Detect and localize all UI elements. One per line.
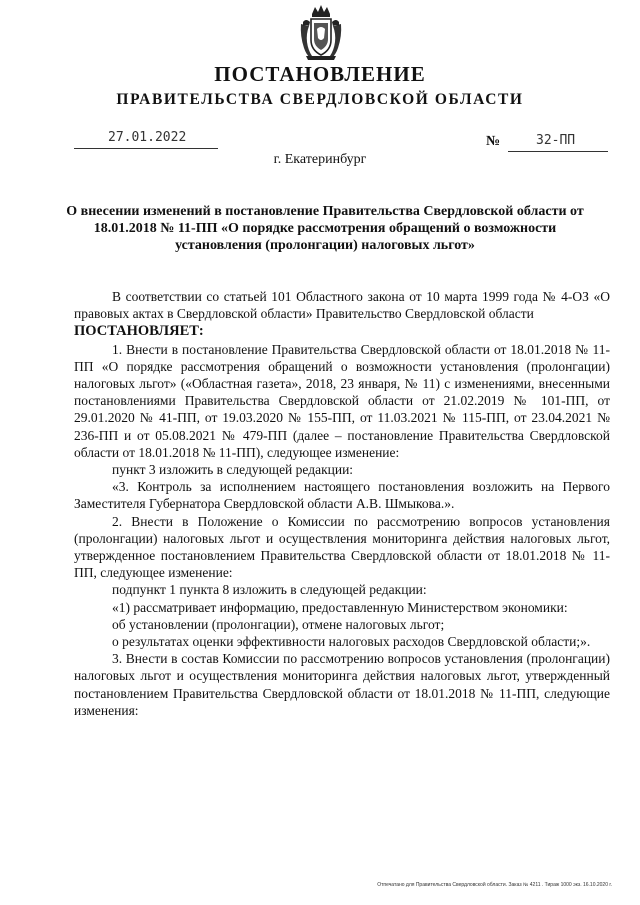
paragraph-3: 3. Внести в состав Комиссии по рассмотрению вопросов установления (пролонгации) налоговых льгот и осуществления мониторинга действия налоговых льгот, утвержденный постановлением Правительства Свердловской области от 18.01.2018 № 11-ПП, следующие изменения: xyxy=(74,651,610,718)
city: г. Екатеринбург xyxy=(273,152,367,167)
resolves-heading: ПОСТАНОВЛЯЕТ: xyxy=(74,323,204,340)
paragraph-1: 1. Внести в постановление Правительства Свердловской области от 18.01.2018 № 11-ПП «О порядке рассмотрения обращений о возможности установления (пролонгации) налоговых льгот» («Областная газета», 2018, 23 января, № 11) с изменениями, внесенными постановлениями Правительства Свердловской области от 21.02.2019 № 101-ПП, от 29.01.2020 № 41-ПП, от 19.03.2020 № 155-ПП, от 11.03.2021 № 115-ПП, от 23.04.2021 № 236-ПП и от 05.08.2021 № 479-ПП (далее – постановление Правительства Свердловской области от 18.01.2018 № 11-ПП), следующее изменение: xyxy=(74,341,610,460)
paragraph-1-new-text: «3. Контроль за исполнением настоящего постановления возложить на Первого Заместителя Губернатора Свердловской области А.В. Шмыкова.». xyxy=(74,479,610,512)
paragraph-1-instruction: пункт 3 изложить в следующей редакции: xyxy=(112,462,354,478)
print-footer: Отпечатано для Правительства Свердловской области. Заказ № 4211 . Тираж 1000 экз. 16.10.2020 г. xyxy=(377,882,612,888)
preamble: В соответствии со статьей 101 Областного закона от 10 марта 1999 года № 4-ОЗ «О правовых актах в Свердловской области» Правительство Свердловской области xyxy=(74,289,610,322)
paragraph-2-new-text: «1) рассматривает информацию, предоставленную Министерством экономики: xyxy=(112,599,568,615)
document-issuer: ПРАВИТЕЛЬСТВА СВЕРДЛОВСКОЙ ОБЛАСТИ xyxy=(116,91,524,108)
document-date: 27.01.2022 xyxy=(108,130,187,145)
document-number-field xyxy=(486,134,610,154)
coat-of-arms-icon xyxy=(298,4,344,62)
paragraph-2: 2. Внести в Положение о Комиссии по рассмотрению вопросов установления (пролонгации) налоговых льгот и осуществления мониторинга действия налоговых льгот, утвержденное постановлением Правительства Свердловской области от 18.01.2018 № 11-ПП, следующее изменение: xyxy=(74,513,610,581)
date-underline xyxy=(74,148,218,149)
document-number: 32-ПП xyxy=(536,133,576,148)
document-type: ПОСТАНОВЛЕНИЕ xyxy=(214,62,426,86)
document-subject: О внесении изменений в постановление Правительства Свердловской области от 18.01.2018 № 11-ПП «О порядке рассмотрения обращений о возможности установления (пролонгации) налоговых льгот» xyxy=(66,204,584,253)
paragraph-2-item-2: о результатах оценки эффективности налоговых расходов Свердловской области;». xyxy=(112,634,591,650)
document-date-field xyxy=(74,130,218,150)
number-sign: № xyxy=(486,134,501,149)
document-body xyxy=(74,288,610,719)
paragraph-2-item-1: об установлении (пролонгации), отмене налоговых льгот; xyxy=(112,616,445,632)
paragraph-2-instruction: подпункт 1 пункта 8 изложить в следующей редакции: xyxy=(112,582,427,598)
